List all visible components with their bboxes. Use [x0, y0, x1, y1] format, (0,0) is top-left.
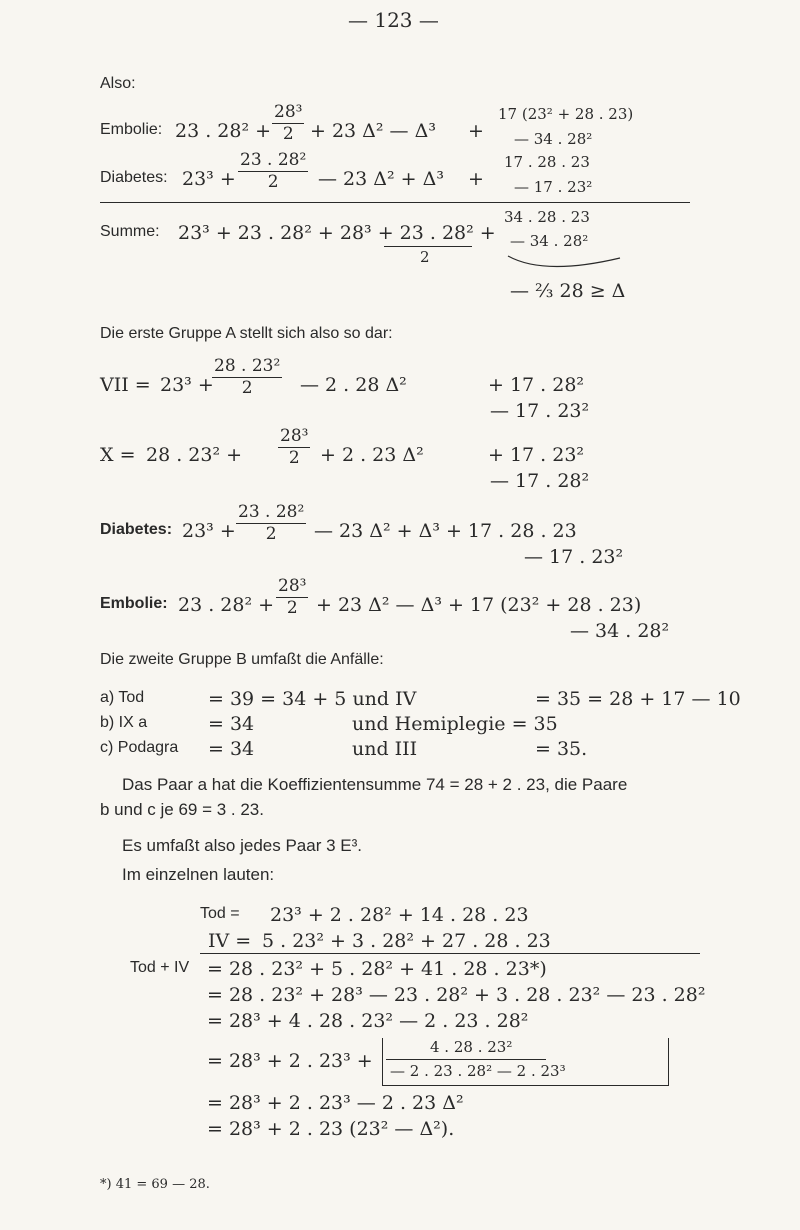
box-line-2: — 2 . 23 . 28² — 2 . 23³ — [390, 1062, 566, 1080]
x-fraction-num: 28³ — [280, 426, 309, 446]
vii-term-a: 23³ + — [160, 374, 214, 396]
box-fraction-bar — [386, 1059, 546, 1060]
vii-term-b: — 2 . 28 Δ² — [300, 374, 407, 396]
vii-fraction — [212, 357, 282, 397]
embolie-term-c-bottom: — 34 . 28² — [514, 130, 593, 148]
iv-label: IV = — [208, 930, 252, 952]
tod-iv-line-6: = 28³ + 2 . 23 (23² — Δ²). — [207, 1118, 455, 1140]
box-right-edge — [668, 1038, 669, 1086]
row-c-value: = 34 — [208, 738, 255, 760]
diabetes-fraction-num: 23 . 28² — [240, 150, 307, 170]
group-b-heading: Die zweite Gruppe B umfaßt die Anfälle: — [100, 651, 384, 668]
row-b-key: b) IX a — [100, 714, 148, 731]
row-c-value2: = 35. — [535, 738, 588, 760]
emb-fraction-num: 28³ — [278, 576, 307, 596]
x-fraction — [278, 427, 310, 467]
dia-label: Diabetes: — [100, 521, 173, 538]
vii-fraction-den: 2 — [241, 377, 253, 398]
tod-iv-line-4: = 28³ + 2 . 23³ + — [207, 1050, 373, 1072]
diabetes-term-b: — 23 Δ² + Δ³ — [318, 168, 444, 190]
dia-fraction — [236, 503, 306, 543]
tod-iv-line-5: = 28³ + 2 . 23³ — 2 . 23 Δ² — [207, 1092, 464, 1114]
iv-value: 5 . 23² + 3 . 28² + 27 . 28 . 23 — [262, 930, 551, 952]
tod-iv-line-1: = 28 . 23² + 5 . 28² + 41 . 28 . 23*) — [207, 958, 547, 980]
embolie-term-a: 23 . 28² + — [175, 120, 272, 142]
brace-curve — [504, 252, 624, 274]
diabetes-label: Diabetes: — [100, 169, 168, 186]
tod-iv-line-2: = 28 . 23² + 28³ — 23 . 28² + 3 . 28 . 23² — 23 . 28² — [207, 984, 706, 1006]
tod-iv-label: Tod + IV — [130, 959, 190, 976]
summe-label: Summe: — [100, 223, 160, 240]
tod-label: Tod = — [200, 905, 240, 922]
row-a-value2: = 35 = 28 + 17 — 10 — [535, 688, 741, 710]
embolie-fraction-num: 28³ — [274, 102, 303, 122]
diabetes-term-a: 23³ + — [182, 168, 236, 190]
dia-term-b: — 23 Δ² + Δ³ + 17 . 28 . 23 — [314, 520, 577, 542]
diabetes-term-c-top: 17 . 28 . 23 — [504, 153, 590, 171]
intro-label: Also: — [100, 75, 136, 92]
vii-term-c2: — 17 . 23² — [490, 400, 590, 422]
group-a-heading: Die erste Gruppe A stellt sich also so dar: — [100, 325, 393, 342]
box-bottom-edge — [382, 1085, 669, 1086]
sum-rule-2 — [200, 953, 700, 954]
dia-term-a: 23³ + — [182, 520, 236, 542]
summe-result: — ⅔ 28 ≥ Δ — [510, 280, 626, 302]
footnote: *) 41 = 69 — 28. — [100, 1177, 210, 1192]
x-term-a: 28 . 23² + — [146, 444, 243, 466]
x-term-c1: + 17 . 23² — [488, 444, 585, 466]
summe-term-c-top: 34 . 28 . 23 — [504, 208, 590, 226]
diabetes-plus: + — [468, 168, 484, 190]
summe-terms: 23³ + 23 . 28² + 28³ + 23 . 28² + — [178, 222, 496, 244]
emb-fraction — [276, 577, 308, 617]
summe-underline — [384, 246, 472, 247]
diabetes-fraction — [238, 151, 308, 191]
page-number: — 123 — — [348, 8, 439, 32]
tod-iv-line-3: = 28³ + 4 . 28 . 23² — 2 . 23 . 28² — [207, 1010, 529, 1032]
paragraph-line-1: Das Paar a hat die Koeffizientensumme 74 = 28 + 2 . 23, die Paare — [122, 775, 628, 794]
diabetes-term-c-bottom: — 17 . 23² — [514, 178, 593, 196]
summe-divisor: 2 — [420, 248, 430, 266]
vii-fraction-num: 28 . 23² — [214, 356, 281, 376]
summe-term-c-bottom: — 34 . 28² — [510, 232, 589, 250]
vii-label: VII = — [100, 374, 151, 396]
row-a-value: = 39 = 34 + 5 und IV — [208, 688, 417, 710]
embolie-term-b: + 23 Δ² — Δ³ — [310, 120, 436, 142]
embolie-fraction — [272, 103, 304, 143]
row-b-value: = 34 — [208, 713, 255, 735]
x-fraction-den: 2 — [288, 447, 300, 468]
x-term-b: + 2 . 23 Δ² — [320, 444, 424, 466]
embolie-fraction-den: 2 — [282, 123, 294, 144]
embolie-label: Embolie: — [100, 121, 163, 138]
emb-term-c2: — 34 . 28² — [570, 620, 670, 642]
x-term-c2: — 17 . 28² — [490, 470, 590, 492]
row-c-mid: und III — [352, 738, 418, 760]
x-label: X = — [100, 444, 136, 466]
diabetes-fraction-den: 2 — [267, 171, 279, 192]
paragraph-3: Im einzelnen lauten: — [122, 865, 275, 884]
emb-fraction-den: 2 — [286, 597, 298, 618]
box-left-edge — [382, 1038, 383, 1086]
row-a-key: a) Tod — [100, 689, 145, 706]
embolie-plus: + — [468, 120, 484, 142]
paragraph-2: Es umfaßt also jedes Paar 3 E³. — [122, 836, 362, 855]
sum-rule — [100, 202, 690, 203]
paragraph-line-2: b und c je 69 = 3 . 23. — [100, 800, 264, 819]
tod-value: 23³ + 2 . 28² + 14 . 28 . 23 — [270, 904, 529, 926]
emb-term-a: 23 . 28² + — [178, 594, 275, 616]
dia-term-c2: — 17 . 23² — [524, 546, 624, 568]
vii-term-c1: + 17 . 28² — [488, 374, 585, 396]
box-line-1: 4 . 28 . 23² — [430, 1038, 513, 1056]
row-c-key: c) Podagra — [100, 739, 179, 756]
embolie-term-c-top: 17 (23² + 28 . 23) — [498, 105, 634, 123]
dia-fraction-den: 2 — [265, 523, 277, 544]
row-b-mid: und Hemiplegie = 35 — [352, 713, 558, 735]
dia-fraction-num: 23 . 28² — [238, 502, 305, 522]
emb-label: Embolie: — [100, 595, 168, 612]
emb-term-b: + 23 Δ² — Δ³ + 17 (23² + 28 . 23) — [316, 594, 642, 616]
